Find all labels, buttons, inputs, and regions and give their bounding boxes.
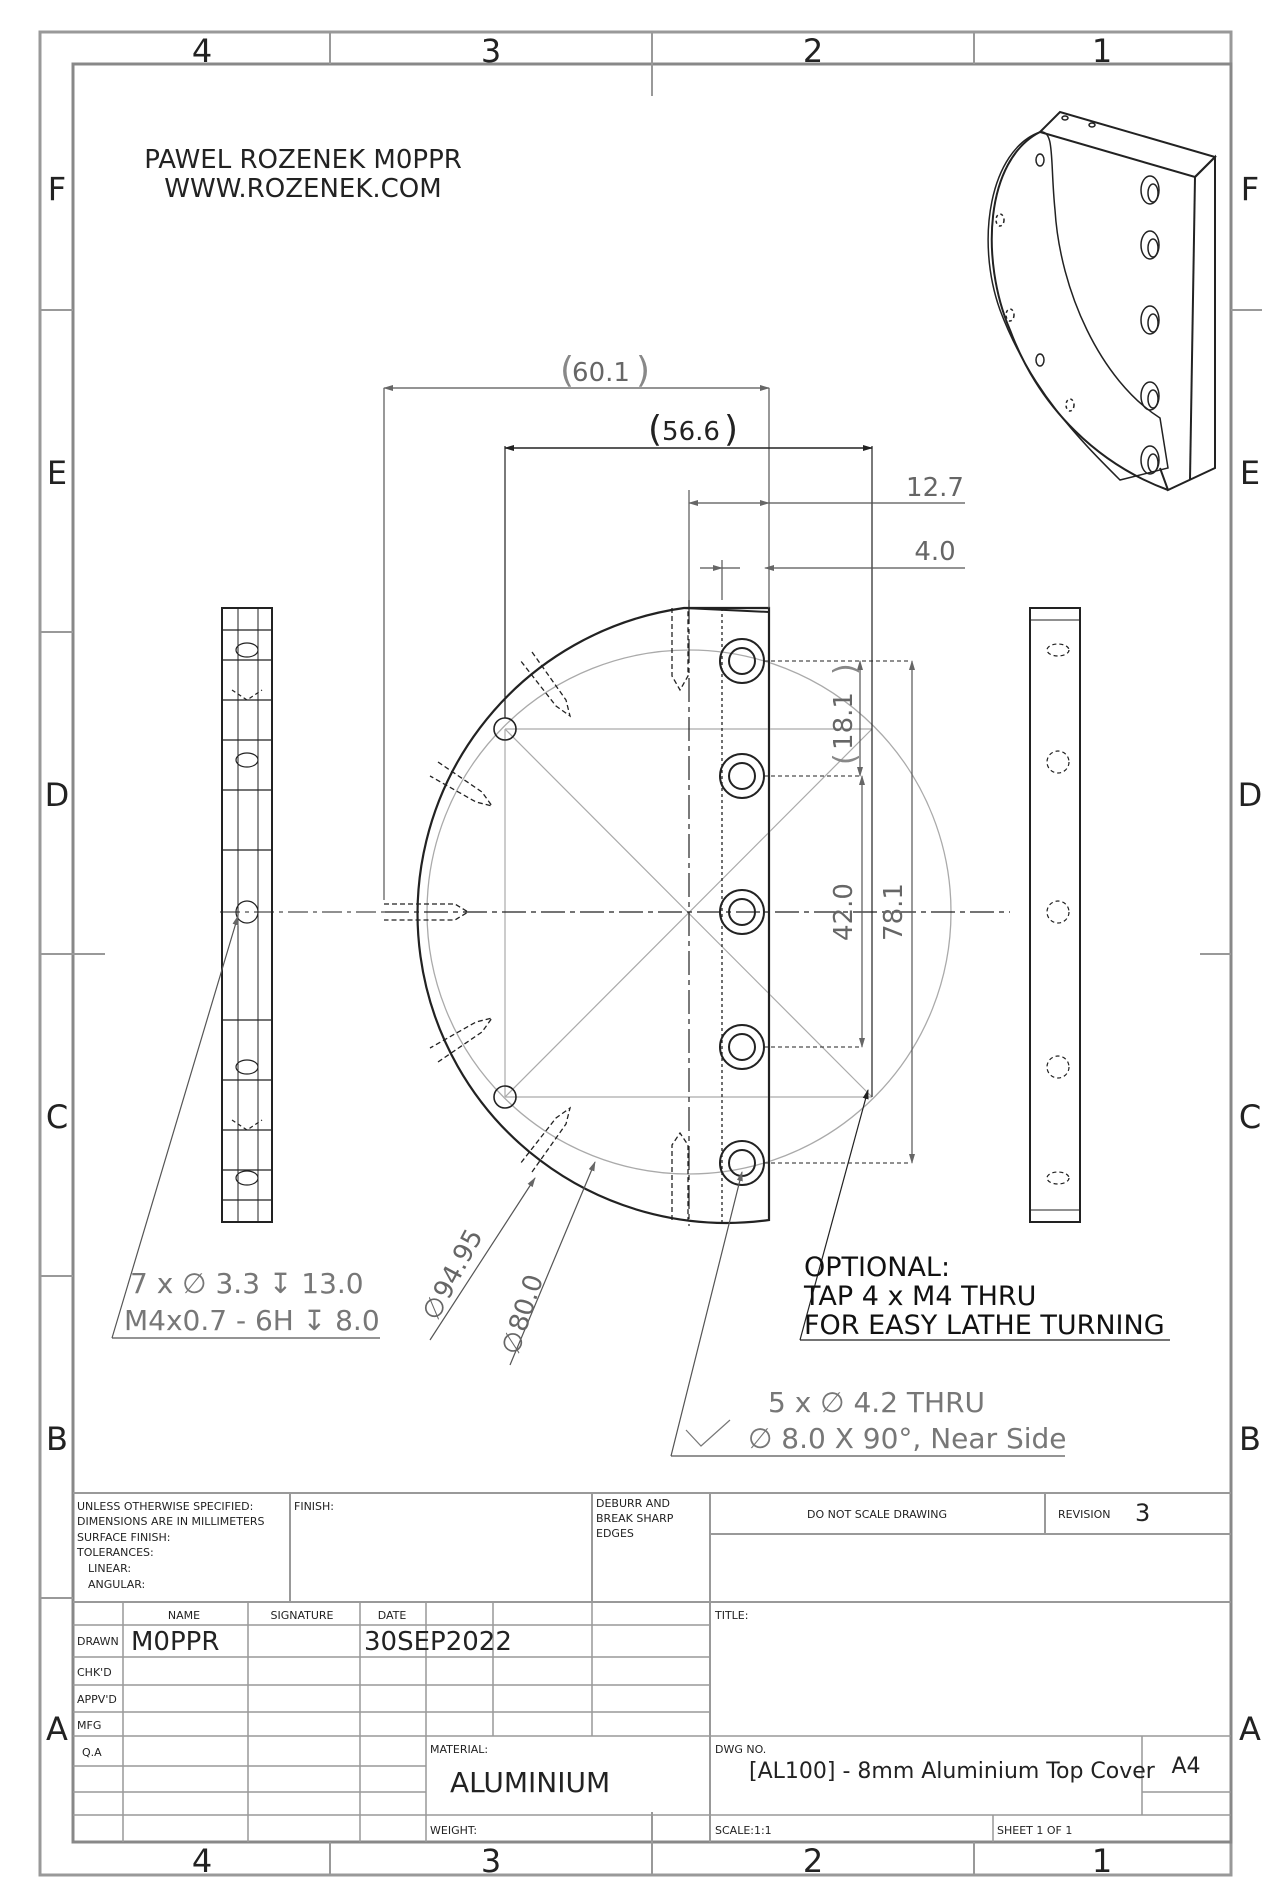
unless-line5: LINEAR: [88,1562,132,1575]
name-header: NAME [167,1609,201,1622]
weight-label: WEIGHT: [430,1824,478,1837]
dim-60-1-paren-open: ( [560,350,575,391]
dim-60-1: 60.1 [572,358,630,388]
row-drawn: DRAWN [77,1635,119,1648]
author-block [144,145,462,204]
material-value: ALUMINIUM [450,1766,611,1799]
deburr-line1: DEBURR AND [596,1497,671,1510]
zone-col-2-bottom: 2 [802,1842,824,1880]
optional-note-line1: OPTIONAL: [804,1252,951,1283]
zone-col-3-bottom: 3 [480,1842,502,1880]
right-side-view [1030,608,1080,1222]
zone-row-b: B [46,1420,68,1458]
dim-60-1-paren-close: ) [636,350,651,391]
date-header: DATE [377,1609,407,1622]
dim-18-1-paren-close: ) [828,663,863,675]
dia-symbol-80: ∅ [496,1327,532,1359]
dim-dia-94-95 [417,1224,490,1325]
isometric-view [988,112,1215,490]
dia-symbol-9495: ∅ [416,1291,454,1326]
zone-row-a-right: A [1239,1710,1261,1748]
dim-56-6-paren-open: ( [648,409,663,450]
deburr-line2: BREAK SHARP [596,1512,674,1525]
optional-note-line3: FOR EASY LATHE TURNING [804,1310,1165,1341]
scale-label: SCALE:1:1 [715,1824,772,1837]
dimension-labels [417,350,964,1358]
drawn-name: M0PPR [131,1627,220,1657]
unless-line1: UNLESS OTHERWISE SPECIFIED: [77,1500,254,1513]
sheet-label: SHEET 1 OF 1 [997,1824,1073,1837]
row-qa: Q.A [82,1746,102,1759]
dim-dia-80 [496,1271,550,1358]
dim-dia-80-value: 80.0 [503,1271,550,1336]
zone-col-4: 4 [191,32,213,70]
row-chkd: CHK'D [77,1666,112,1679]
zone-dividers [40,32,1262,1875]
dim-56-6: 56.6 [662,417,720,447]
deburr-line3: EDGES [596,1527,634,1540]
zone-row-c: C [45,1098,69,1136]
dim-56-6-paren-close: ) [724,409,739,450]
drawing-number: [AL100] - 8mm Aluminium Top Cover [749,1759,1155,1784]
zone-row-b-right: B [1239,1420,1261,1458]
front-view [384,600,1010,1226]
title-block-text [76,1497,1201,1837]
zone-col-2: 2 [802,32,824,70]
material-label: MATERIAL: [430,1743,489,1756]
zone-row-f: F [47,170,67,208]
zone-row-f-right: F [1240,170,1260,208]
revision-value: 3 [1135,1499,1151,1527]
thru-note-line1: 5 x ∅ 4.2 THRU [768,1386,986,1419]
dim-78-1: 78.1 [879,883,909,941]
thru-note-line2: ∅ 8.0 X 90°, Near Side [748,1422,1067,1455]
hole-note-line1: 7 x ∅ 3.3 ↧ 13.0 [130,1267,364,1300]
optional-note-line2: TAP 4 x M4 THRU [804,1281,1037,1312]
hole-note-line2: M4x0.7 - 6H ↧ 8.0 [124,1304,380,1337]
signature-header: SIGNATURE [270,1609,334,1622]
sheet-frame [40,32,1231,1875]
do-not-scale: DO NOT SCALE DRAWING [807,1508,947,1521]
unless-line2: DIMENSIONS ARE IN MILLIMETERS [77,1515,265,1528]
title-block [73,1493,1231,1842]
drawn-date: 30SEP2022 [364,1627,512,1657]
left-side-view [220,608,400,1222]
dim-42-0: 42.0 [829,883,859,941]
unless-line4: TOLERANCES: [77,1546,154,1559]
zone-row-d: D [44,776,70,814]
dim-dia-94-95-value: 94.95 [427,1224,490,1305]
zone-col-3: 3 [480,32,502,70]
title-label: TITLE: [715,1609,749,1622]
unless-line3: SURFACE FINISH: [77,1531,171,1544]
unless-line6: ANGULAR: [88,1578,146,1591]
author-name: PAWEL ROZENEK M0PPR [144,145,462,175]
zone-row-c-right: C [1238,1098,1262,1136]
zone-col-4-bottom: 4 [191,1842,213,1880]
dim-18-1-paren-open: ( [828,753,863,765]
sheet-size: A4 [1171,1754,1201,1779]
finish-label: FINISH: [294,1500,335,1513]
dwg-no-label: DWG NO. [715,1743,767,1756]
notes [124,1252,1165,1455]
row-mfg: MFG [77,1719,102,1732]
dim-18-1: 18.1 [829,692,859,750]
zone-row-a: A [46,1710,68,1748]
zone-row-e: E [46,454,68,492]
zone-row-e-right: E [1239,454,1261,492]
dim-4-0: 4.0 [914,537,956,567]
dim-12-7: 12.7 [906,473,964,503]
zone-col-1: 1 [1091,32,1113,70]
author-website: WWW.ROZENEK.COM [164,174,442,204]
zone-col-1-bottom: 1 [1091,1842,1113,1880]
zone-row-d-right: D [1237,776,1263,814]
row-appvd: APPV'D [77,1693,117,1706]
revision-label: REVISION [1058,1508,1111,1521]
